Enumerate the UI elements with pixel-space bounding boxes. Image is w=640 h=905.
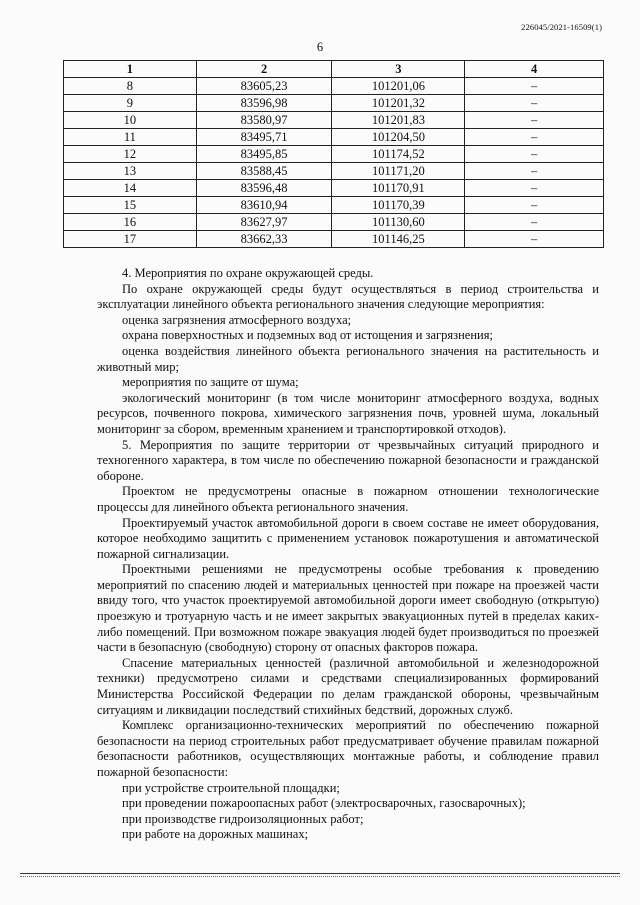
page-bottom-edge-shadow <box>20 876 620 877</box>
table-row <box>64 129 604 146</box>
note-cell: – <box>465 180 604 197</box>
section-heading: 4. Мероприятия по охране окружающей среды. <box>122 266 374 280</box>
document-id: 226045/2021-16509(1) <box>521 22 602 32</box>
list-item: при работе на дорожных машинах; <box>122 827 309 842</box>
table-row <box>64 78 604 95</box>
table-row <box>64 180 604 197</box>
list-item: экологический мониторинг (в том числе мониторинг атмосферного воздуха, водных ресурсов, почвенного покрова, химического загрязнения почв, уровней шума, локальный мониторинг за сбором, временным хранением и транспортировкой отходов). <box>97 390 599 436</box>
list-item: мероприятия по защите от шума; <box>122 375 299 390</box>
x-coordinate-cell: 83662,33 <box>196 231 332 248</box>
table-row <box>64 95 604 112</box>
y-coordinate-cell: 101201,83 <box>332 112 465 129</box>
column-header: 1 <box>64 61 197 78</box>
table-row <box>64 214 604 231</box>
point-number-cell: 9 <box>64 95 197 112</box>
point-number-cell: 17 <box>64 231 197 248</box>
paragraph: По охране окружающей среды будут осуществляться в период строительства и эксплуатации линейного объекта регионального значения следующие мероприятия: <box>97 281 599 312</box>
y-coordinate-cell: 101170,91 <box>332 180 465 197</box>
note-cell: – <box>465 146 604 163</box>
list-item: охрана поверхностных и подземных вод от истощения и загрязнения; <box>122 328 493 343</box>
section-heading: 5. Мероприятия по защите территории от чрезвычайных ситуаций природного и техногенного характера, в том числе по обеспечению пожарной безопасности и гражданской обороне. <box>97 437 599 483</box>
y-coordinate-cell: 101171,20 <box>332 163 465 180</box>
note-cell: – <box>465 129 604 146</box>
point-number-cell: 13 <box>64 163 197 180</box>
x-coordinate-cell: 83588,45 <box>196 163 332 180</box>
x-coordinate-cell: 83627,97 <box>196 214 332 231</box>
point-number-cell: 14 <box>64 180 197 197</box>
point-number-cell: 15 <box>64 197 197 214</box>
y-coordinate-cell: 101174,52 <box>332 146 465 163</box>
y-coordinate-cell: 101146,25 <box>332 231 465 248</box>
column-header: 4 <box>465 61 604 78</box>
y-coordinate-cell: 101201,32 <box>332 95 465 112</box>
x-coordinate-cell: 83610,94 <box>196 197 332 214</box>
table-row <box>64 112 604 129</box>
y-coordinate-cell: 101201,06 <box>332 78 465 95</box>
y-coordinate-cell: 101170,39 <box>332 197 465 214</box>
paragraph: Спасение материальных ценностей (различной автомобильной и железнодорожной техники) предусмотрено силами и средствами специализированных формирований Министерства Российской Федерации по делам гражданской обороны, чрезвычайным ситуациям и ликвидации последствий стихийных бедствий, дорожных служб. <box>97 655 599 717</box>
column-header: 2 <box>196 61 332 78</box>
note-cell: – <box>465 112 604 129</box>
note-cell: – <box>465 95 604 112</box>
note-cell: – <box>465 163 604 180</box>
coordinates-table <box>63 60 604 248</box>
x-coordinate-cell: 83596,98 <box>196 95 332 112</box>
note-cell: – <box>465 214 604 231</box>
paragraph: Проектом не предусмотрены опасные в пожарном отношении технологические процессы для линейного объекта регионального значения. <box>97 484 599 514</box>
table-header-row <box>64 61 604 78</box>
list-item: при производстве гидроизоляционных работ; <box>122 811 364 826</box>
page-bottom-edge <box>20 873 620 874</box>
table-row <box>64 197 604 214</box>
y-coordinate-cell: 101130,60 <box>332 214 465 231</box>
note-cell: – <box>465 78 604 95</box>
document-body <box>97 266 599 843</box>
paragraph: Комплекс организационно-технических мероприятий по обеспечению пожарной безопасности на период строительных работ предусматривает обучение правилам пожарной безопасности работников, осуществляющих монтажные работы, и соблюдение правил пожарной безопасности: <box>97 718 599 779</box>
point-number-cell: 10 <box>64 112 197 129</box>
note-cell: – <box>465 197 604 214</box>
column-header: 3 <box>332 61 465 78</box>
list-item: оценка загрязнения атмосферного воздуха; <box>122 312 352 327</box>
x-coordinate-cell: 83495,85 <box>196 146 332 163</box>
x-coordinate-cell: 83495,71 <box>196 129 332 146</box>
x-coordinate-cell: 83605,23 <box>196 78 332 95</box>
point-number-cell: 16 <box>64 214 197 231</box>
point-number-cell: 8 <box>64 78 197 95</box>
point-number-cell: 12 <box>64 146 197 163</box>
point-number-cell: 11 <box>64 129 197 146</box>
note-cell: – <box>465 231 604 248</box>
x-coordinate-cell: 83596,48 <box>196 180 332 197</box>
list-item: при проведении пожароопасных работ (электросварочных, газосварочных); <box>122 796 526 811</box>
y-coordinate-cell: 101204,50 <box>332 129 465 146</box>
paragraph: Проектными решениями не предусмотрены особые требования к проведению мероприятий по спасению людей и материальных ценностей при пожаре на проезжей части ввиду того, что участок проектируемой автомобильной дороги имеет свободную (открытую) проезжую и тротуарную часть и не имеет закрытых эвакуационных путей в пределах каких-либо помещений. При возможном пожаре эвакуация людей будет производиться по проезжей части в безопасную (свободную) сторону от опасных факторов пожара. <box>97 562 599 655</box>
paragraph: Проектируемый участок автомобильной дороги в своем составе не имеет оборудования, которое необходимо защитить с применением установок пожаротушения и автоматической пожарной сигнализации. <box>97 515 599 561</box>
table-row <box>64 163 604 180</box>
table-row <box>64 231 604 248</box>
list-item: оценка воздействия линейного объекта регионального значения на растительность и животный мир; <box>97 343 599 374</box>
x-coordinate-cell: 83580,97 <box>196 112 332 129</box>
page-number: 6 <box>316 40 324 54</box>
table-row <box>64 146 604 163</box>
list-item: при устройстве строительной площадки; <box>122 780 340 795</box>
